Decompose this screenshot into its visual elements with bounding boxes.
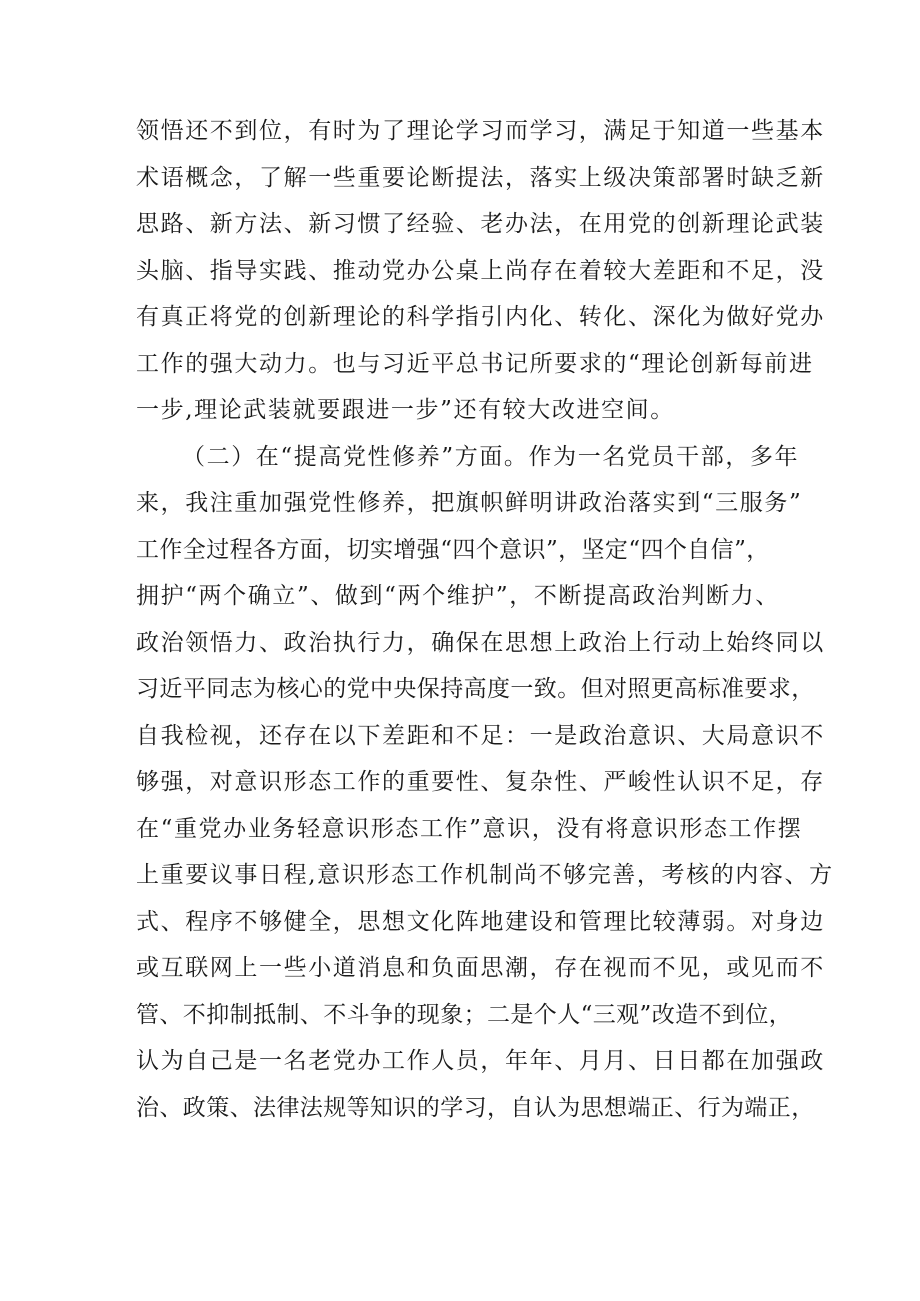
text-line-1: 领悟还不到位，有时为了理论学习而学习，满足于知道一些基本 xyxy=(136,118,825,144)
text-line-4: 头脑、指导实践、推动党办公桌上尚存在着较大差距和不足，没 xyxy=(136,257,825,284)
text-line-9: 来，我注重加强党性修养，把旗帜鲜明讲政治落实到“三服务” xyxy=(136,490,803,516)
text-line-6: 工作的强大动力。也与习近平总书记所要求的“理论创新每前进 xyxy=(136,350,814,377)
text-line-7: 一步,理论武装就要跟进一步”还有较大改进空间。 xyxy=(136,397,675,423)
text-line-19: 或互联网上一些小道消息和负面思潮，存在视而不见，或见而不 xyxy=(136,955,825,981)
text-line-10: 工作全过程各方面，切实增强“四个意识”，坚定“四个自信”， xyxy=(136,536,770,563)
text-line-15: 够强，对意识形态工作的重要性、复杂性、严峻性认识不足，存 xyxy=(136,769,825,795)
text-line-3: 思路、新方法、新习惯了经验、老办法，在用党的创新理论武装 xyxy=(136,211,825,237)
text-line-18: 式、程序不够健全，思想文化阵地建设和管理比较薄弱。对身边 xyxy=(136,908,825,935)
text-line-21: 认为自己是一名老党办工作人员，年年、月月、日日都在加强政 xyxy=(136,1048,825,1074)
text-line-22: 治、政策、法律法规等知识的学习，自认为思想端正、行为端正， xyxy=(136,1094,815,1121)
text-line-11: 拥护“两个确立”、做到“两个维护”，不断提高政治判断力、 xyxy=(136,583,780,609)
text-line-16: 在“重党办业务轻意识形态工作”意识，没有将意识形态工作摆 xyxy=(136,815,803,842)
text-line-2: 术语概念，了解一些重要论断提法，落实上级决策部署时缺乏新 xyxy=(136,164,825,191)
text-line-12: 政治领悟力、政治执行力，确保在思想上政治上行动上始终同以 xyxy=(136,629,825,656)
text-line-5: 有真正将党的创新理论的科学指引内化、转化、深化为做好党办 xyxy=(136,304,825,330)
text-line-17: 上重要议事日程,意识形态工作机制尚不够完善，考核的内容、方 xyxy=(136,862,834,888)
document-body xyxy=(136,108,834,1131)
text-line-13: 习近平同志为核心的党中央保持高度一致。但对照更高标准要求， xyxy=(136,676,815,702)
text-line-20: 管、不抑制抵制、不斗争的现象；二是个人“三观”改造不到位， xyxy=(136,1001,793,1028)
text-line-14: 自我检视，还存在以下差距和不足：一是政治意识、大局意识不 xyxy=(136,722,825,749)
section-heading-line: （二）在“提高党性修养”方面。作为一名党员干部，多年 xyxy=(182,443,800,470)
